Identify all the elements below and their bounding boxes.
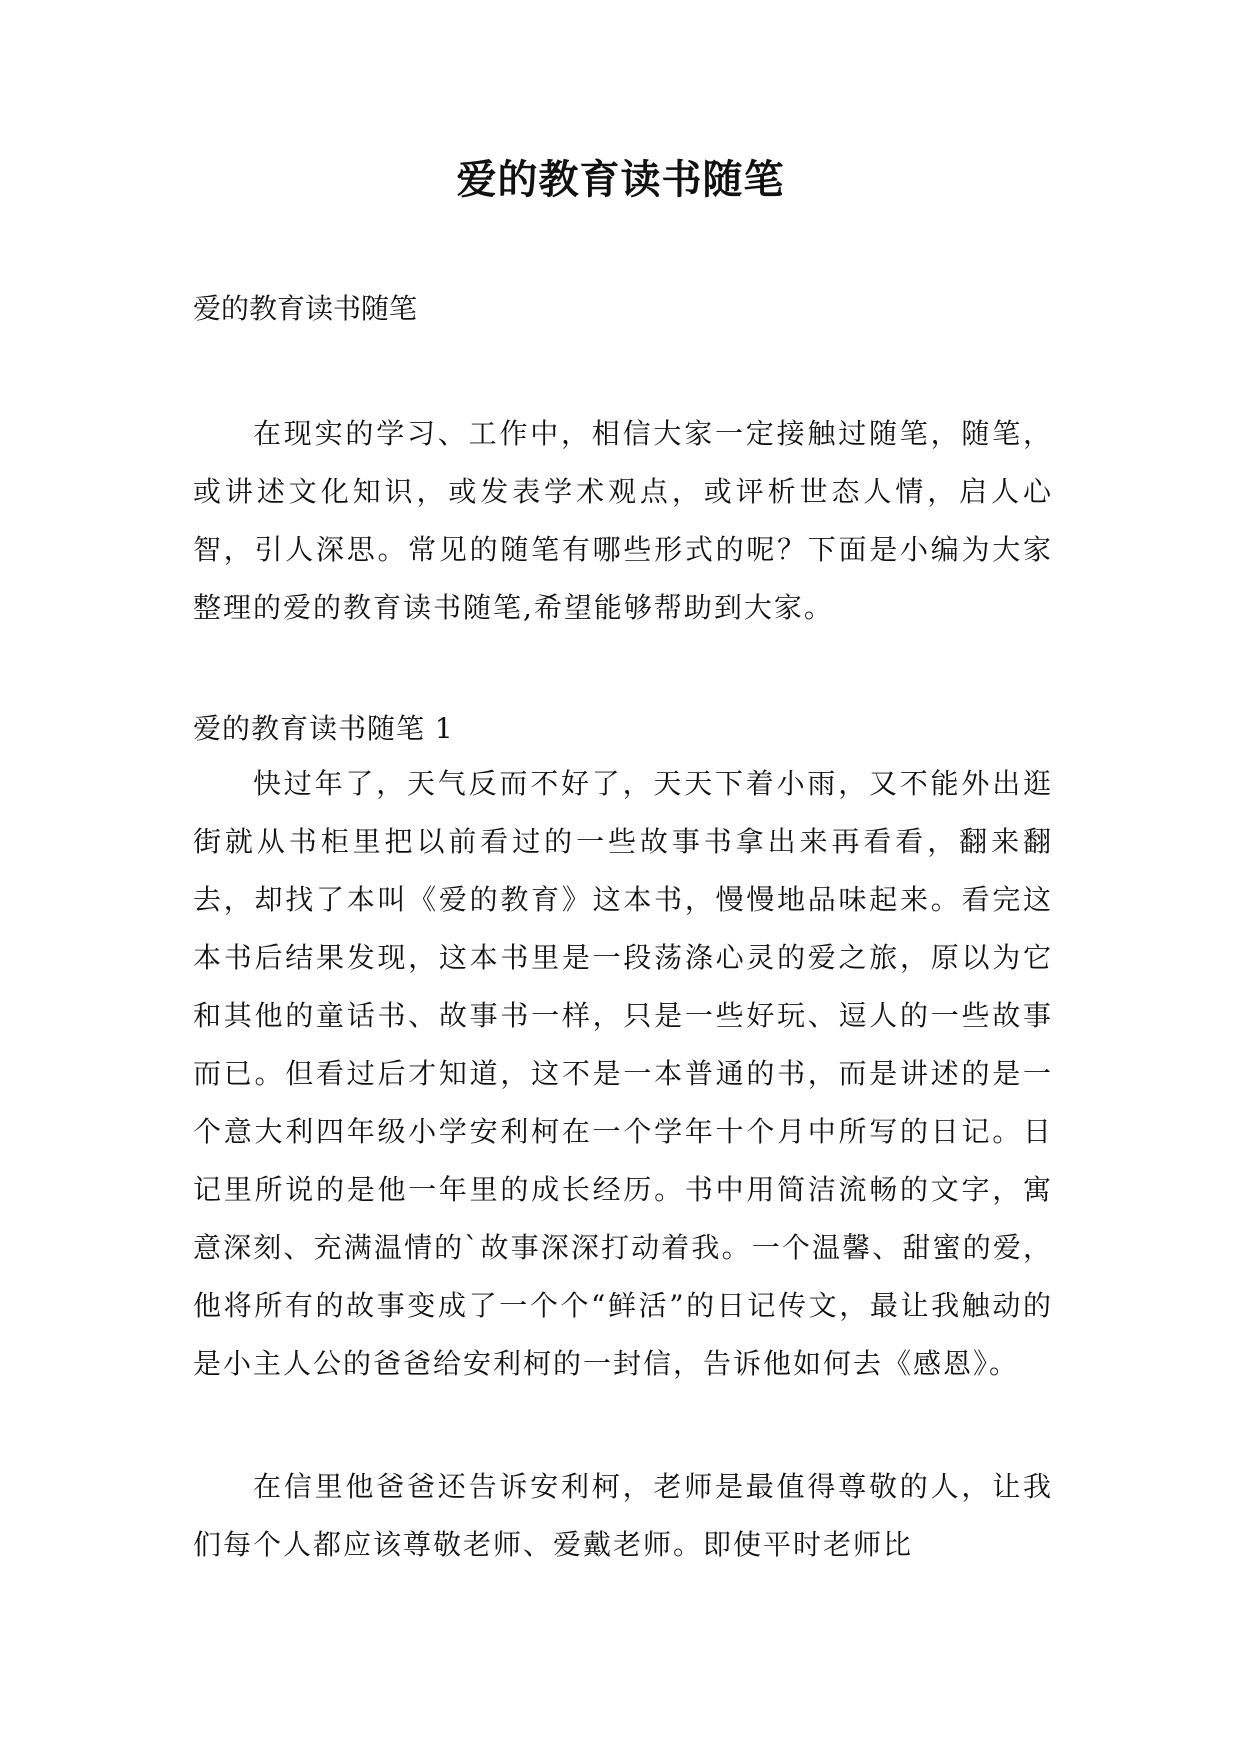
- body-paragraph-1: 快过年了，天气反而不好了，天天下着小雨，又不能外出逛街就从书柜里把以前看过的一些故事书拿出来再看看，翻来翻去，却找了本叫《爱的教育》这本书，慢慢地品味起来。看完这本书后结果发现，这本书里是一段荡涤心灵的爱之旅，原以为它和其他的童话书、故事书一样，只是一些好玩、逗人的一些故事而已。但看过后才知道，这不是一本普通的书，而是讲述的是一个意大利四年级小学安利柯在一个学年十个月中所写的日记。日记里所说的是他一年里的成长经历。书中用简洁流畅的文字，寓意深刻、充满温情的`故事深深打动着我。一个温馨、甜蜜的爱，他将所有的故事变成了一个个“鲜活”的日记传文，最让我触动的是小主人公的爸爸给安利柯的一封信，告诉他如何去《感恩》。: [193, 767, 1053, 1380]
- document-subtitle: 爱的教育读书随笔: [193, 292, 418, 325]
- intro-paragraph: 在现实的学习、工作中，相信大家一定接触过随笔，随笔，或讲述文化知识，或发表学术观点，或评析世态人情，启人心智，引人深思。常见的随笔有哪些形式的呢？下面是小编为大家整理的爱的教育读书随笔,希望能够帮助到大家。: [193, 417, 1053, 624]
- document-title: 爱的教育读书随笔: [456, 156, 785, 203]
- body-paragraph-2: 在信里他爸爸还告诉安利柯，老师是最值得尊敬的人，让我们每个人都应该尊敬老师、爱戴老师。即使平时老师比: [193, 1470, 1053, 1561]
- section-heading: 爱的教育读书随笔 1: [193, 712, 454, 745]
